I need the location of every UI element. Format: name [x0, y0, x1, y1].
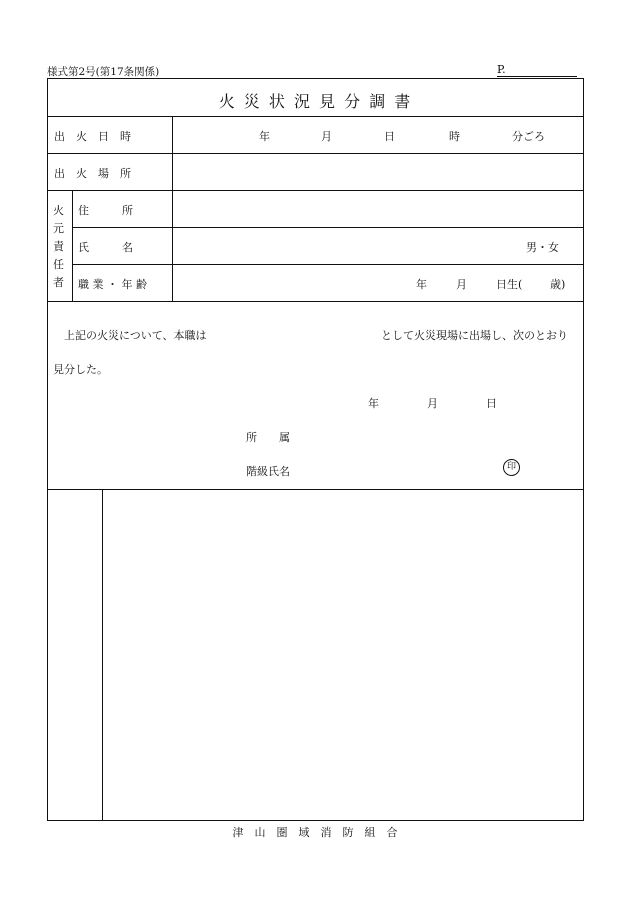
- fire-location-field[interactable]: [174, 154, 583, 189]
- address-field[interactable]: [174, 191, 583, 226]
- statement-month-unit: 月: [427, 397, 438, 410]
- birth-month-unit: 月: [456, 278, 467, 291]
- divider: [48, 301, 583, 302]
- divider: [72, 264, 583, 265]
- fire-year-unit: 年: [259, 130, 270, 143]
- fire-day-unit: 日: [384, 130, 395, 143]
- fire-datetime-label: 出 火 日 時: [54, 130, 131, 143]
- page-label: P.: [497, 63, 506, 76]
- organization-name: 津 山 圏 域 消 防 組 合: [232, 826, 398, 839]
- seal-mark: 印: [503, 459, 520, 476]
- responsible-person-group-label: 火元責任者: [53, 204, 64, 289]
- statement-line1-end: として火災現場に出場し、次のとおり: [381, 329, 568, 342]
- divider: [72, 227, 583, 228]
- statement-day-unit: 日: [486, 397, 497, 410]
- rank-name-label: 階級氏名: [246, 465, 290, 478]
- address-label: 住 所: [78, 204, 133, 217]
- fire-minute-unit: 分ごろ: [512, 130, 545, 143]
- page-number-field[interactable]: [497, 64, 577, 77]
- officer-role-field[interactable]: [220, 323, 375, 341]
- statement-line1-start: 上記の火災について、本職は: [64, 329, 207, 342]
- statement-line2: 見分した。: [53, 363, 108, 376]
- form-title: 火 災 状 況 見 分 調 書: [218, 92, 413, 111]
- divider: [48, 116, 583, 117]
- group-column-divider: [72, 190, 73, 301]
- gender-select[interactable]: 男・女: [526, 241, 559, 254]
- affiliation-label: 所 属: [246, 431, 290, 444]
- divider: [48, 489, 583, 490]
- form-number: 様式第2号(第17条関係): [47, 66, 160, 78]
- label-column-divider: [172, 116, 173, 301]
- fire-month-unit: 月: [321, 130, 332, 143]
- margin-column-divider: [102, 489, 103, 821]
- age-unit: 歳): [550, 278, 566, 291]
- fire-location-label: 出 火 場 所: [54, 167, 131, 180]
- fire-inspection-form: [47, 78, 584, 821]
- birth-year-unit: 年: [416, 278, 427, 291]
- occupation-age-label: 職 業 ・ 年 齢: [78, 278, 147, 291]
- inspection-notes-area[interactable]: [104, 491, 582, 819]
- fire-hour-unit: 時: [449, 130, 460, 143]
- birth-day-unit: 日生(: [496, 278, 523, 291]
- statement-year-unit: 年: [368, 397, 379, 410]
- name-label: 氏 名: [78, 241, 133, 254]
